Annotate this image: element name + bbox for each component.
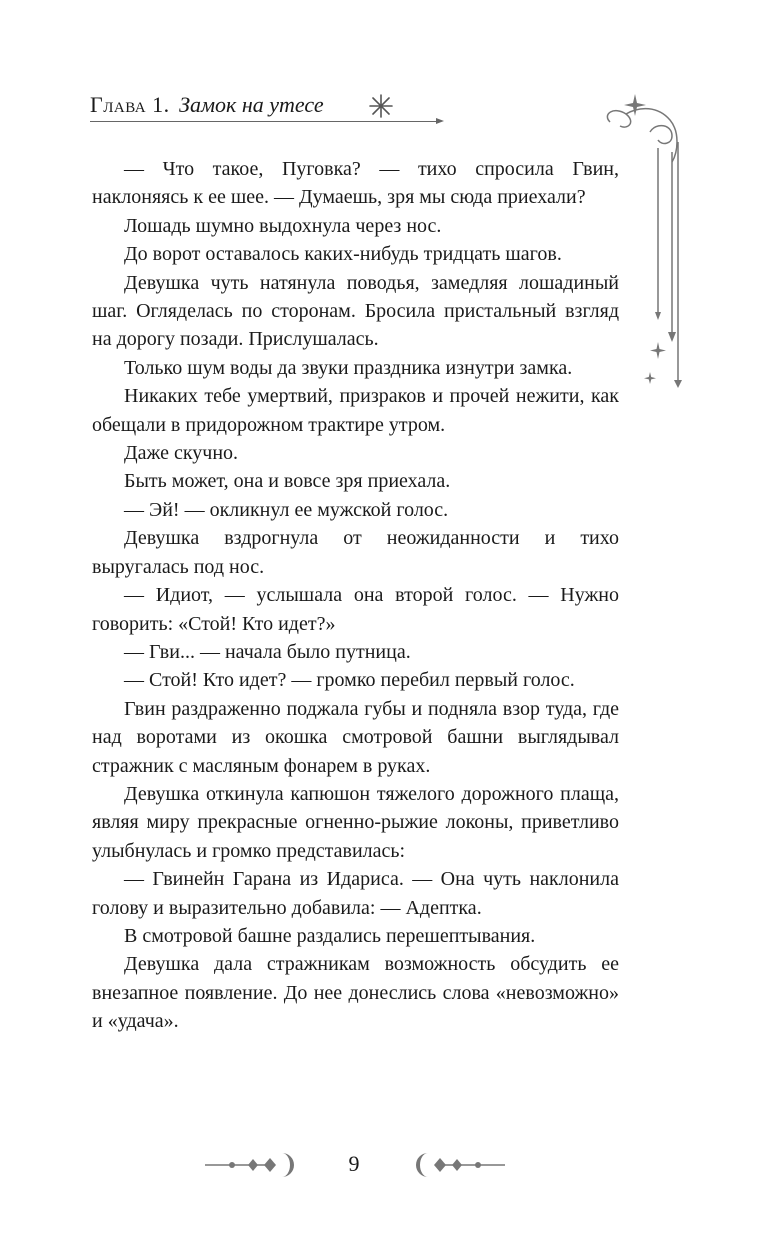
paragraph: — Идиот, — услышала она второй голос. — Нужно говорить: «Стой! Кто идет?» <box>92 584 619 635</box>
paragraph: Девушка дала стражникам возможность обсудить ее внезапное появление. До нее донеслись слова «невозможно» и «удача». <box>92 953 619 1033</box>
footer-ornament <box>0 1145 768 1185</box>
paragraph: — Стой! Кто идет? — громко перебил первый голос. <box>124 669 575 692</box>
paragraph: Гвин раздраженно поджала губы и подняла взор туда, где над воротами из окошка смотровой башни выглядывал стражник с масляным фонарем в руках. <box>92 697 619 777</box>
paragraph: Девушка чуть натянула поводья, замедляя лошадиный шаг. Огляделась по сторонам. Бросила пристальный взгляд на дорогу позади. Прислушалась. <box>92 271 619 351</box>
page-number: 9 <box>348 1151 360 1176</box>
chapter-label: Глава 1. <box>90 92 170 117</box>
paragraph: Девушка вздрогнула от неожиданности и тихо выругалась под нос. <box>92 527 619 578</box>
paragraph: До ворот оставалось каких-нибудь тридцать шагов. <box>124 243 562 266</box>
paragraph: Только шум воды да звуки праздника изнутри замка. <box>124 356 573 379</box>
chapter-title: Замок на утесе <box>179 92 324 117</box>
paragraph: Никаких тебе умертвий, призраков и прочей нежити, как обещали в придорожном трактире утром. <box>92 385 619 436</box>
running-header <box>90 90 324 120</box>
paragraph: — Что такое, Пуговка? — тихо спросила Гвин, наклоняясь к ее шее. — Думаешь, зря мы сюда приехали? <box>92 158 619 209</box>
header-rule <box>90 121 438 122</box>
paragraph: — Эй! — окликнул ее мужской голос. <box>124 498 449 521</box>
paragraph: Лошадь шумно выдохнула через нос. <box>124 214 442 237</box>
paragraph: — Гвинейн Гарана из Идариса. — Она чуть наклонила голову и выразительно добавила: — Адептка. <box>92 868 619 919</box>
paragraph: В смотровой башне раздались перешептывания. <box>124 924 536 947</box>
body-text <box>92 155 619 1036</box>
sparkle-icon <box>368 93 394 119</box>
paragraph: Девушка откинула капюшон тяжелого дорожного плаща, являя миру прекрасные огненно-рыжие локоны, приветливо улыбнулась и громко представилась: <box>92 782 619 862</box>
paragraph: — Гви... — начала было путница. <box>124 640 411 663</box>
paragraph: Быть может, она и вовсе зря приехала. <box>124 470 451 493</box>
header-rule-arrow <box>436 118 444 124</box>
paragraph: Даже скучно. <box>124 442 239 465</box>
